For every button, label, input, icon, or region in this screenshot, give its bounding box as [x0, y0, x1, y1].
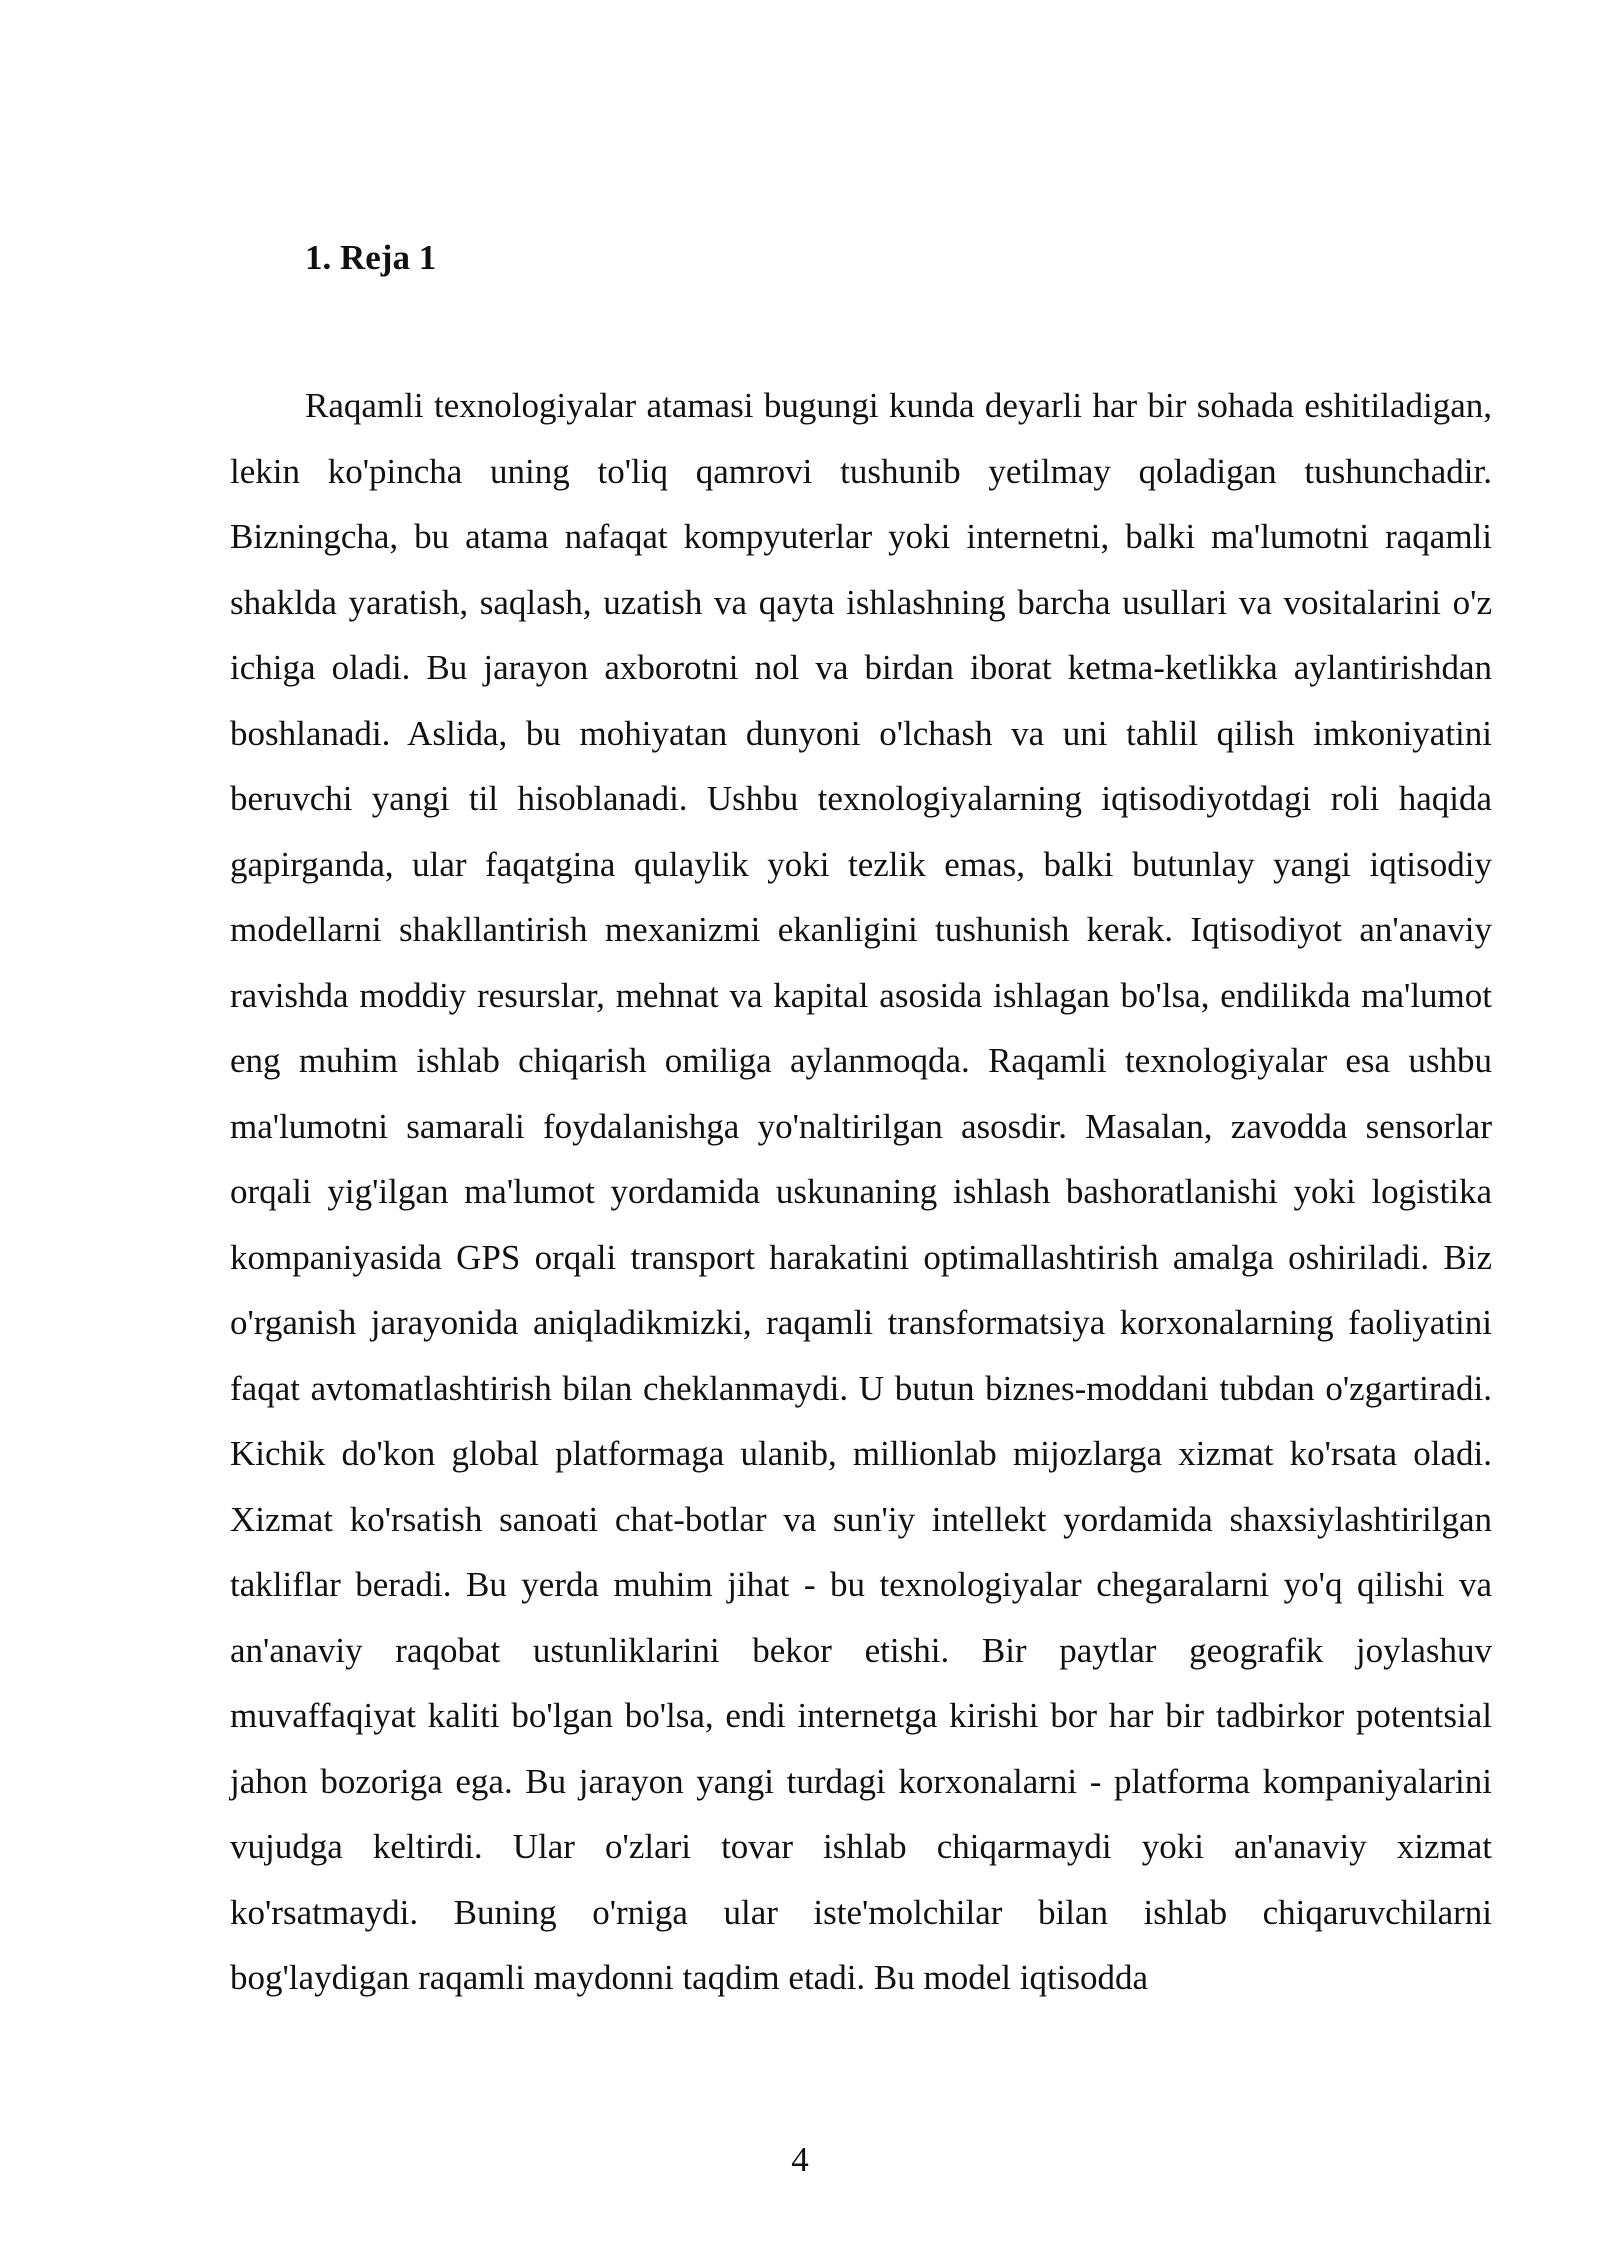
body-paragraph: Raqamli texnologiyalar atamasi bugungi kunda deyarli har bir sohada eshitiladigan, lekin ko'pincha uning to'liq qamrovi tushunib yetilmay qoladigan tushunchadir. Bizningcha, bu atama nafaqat kompyuterlar yoki internetni, balki ma'lumotni raqamli shaklda yaratish, saqlash, uzatish va qayta ishlashning barcha usullari va vositalarini o'z ichiga oladi. Bu jarayon axborotni nol va birdan iborat ketma-ketlikka aylantirishdan boshlanadi. Aslida, bu mohiyatan dunyoni o'lchash va uni tahlil qilish imkoniyatini beruvchi yangi til hisoblanadi. Ushbu texnologiyalarning iqtisodiyotdagi roli haqida gapirganda, ular faqatgina qulaylik yoki tezlik emas, balki butunlay yangi iqtisodiy modellarni shakllantirish mexanizmi ekanligini tushunish kerak. Iqtisodiyot an'anaviy ravishda moddiy resurslar, mehnat va kapital asosida ishlagan bo'lsa, endilikda ma'lumot eng muhim ishlab chiqarish omiliga aylanmoqda. Raqamli texnologiyalar esa ushbu ma'lumotni samarali foydalanishga yo'naltirilgan asosdir. Masalan, zavodda sensorlar orqali yig'ilgan ma'lumot yordamida uskunaning ishlash bashoratlanishi yoki logistika kompaniyasida GPS orqali transport harakatini optimallashtirish amalga oshiriladi. Biz o'rganish jarayonida aniqladikmizki, raqamli transformatsiya korxonalarning faoliyatini faqat avtomatlashtirish bilan cheklanmaydi. U butun biznes-moddani tubdan o'zgartiradi. Kichik do'kon global platformaga ulanib, millionlab mijozlarga xizmat ko'rsata oladi. Xizmat ko'rsatish sanoati chat-botlar va sun'iy intellekt yordamida shaxsiylashtirilgan takliflar beradi. Bu yerda muhim jihat - bu texnologiyalar chegaralarni yo'q qilishi va an'anaviy raqobat ustunliklarini bekor etishi. Bir paytlar geografik joylashuv muvaffaqiyat kaliti bo'lgan bo'lsa, endi internetga kirishi bor har bir tadbirkor potentsial jahon bozoriga ega. Bu jarayon yangi turdagi korxonalarni - platforma kompaniyalarini vujudga keltirdi. Ular o'zlari tovar ishlab chiqarmaydi yoki an'anaviy xizmat ko'rsatmaydi. Buning o'rniga ular iste'molchilar bilan ishlab chiqaruvchilarni bog'laydigan raqamli maydonni taqdim etadi. Bu model iqtisodda [230, 386, 1492, 1997]
page-number: 4 [791, 2140, 809, 2179]
section-heading: 1. Reja 1 [305, 238, 437, 277]
